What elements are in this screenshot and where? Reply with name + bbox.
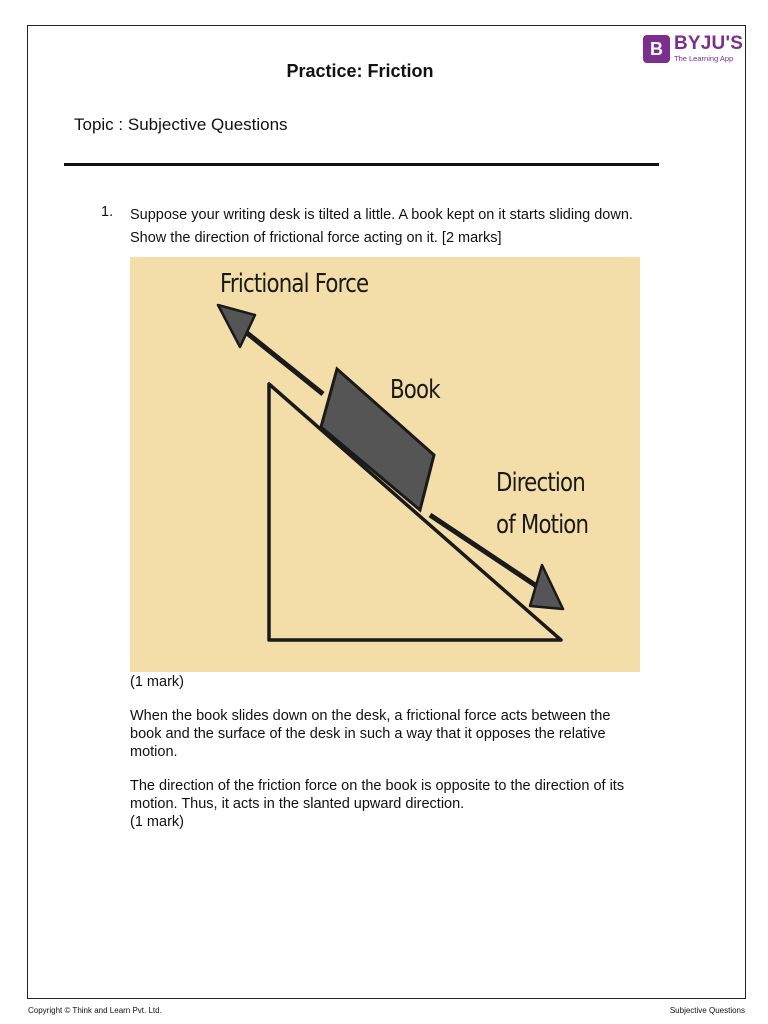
question-number: 1. xyxy=(101,204,114,220)
label-frictional-force: Frictional Force xyxy=(220,269,369,299)
answer-paragraph-1: When the book slides down on the desk, a frictional force acts between the book and the surface of the desk in such a way that it opposes the relative motion. xyxy=(130,708,611,760)
mark-note-2: (1 mark) xyxy=(130,814,184,830)
friction-diagram xyxy=(130,257,640,672)
logo-mark: B xyxy=(643,35,670,63)
answer-paragraph-2: The direction of the friction force on the book is opposite to the direction of its motion. Thus, it acts in the slanted upward direction. xyxy=(130,778,625,812)
question-text: Suppose your writing desk is tilted a little. A book kept on it starts sliding down. Show the direction of frictional force acting on it. [2 marks] xyxy=(130,207,633,246)
page-title: Practice: Friction xyxy=(286,61,434,81)
logo-name: BYJU'S xyxy=(674,33,744,54)
footer-copyright: Copyright © Think and Learn Pvt. Ltd. xyxy=(28,1006,162,1015)
label-of-motion: of Motion xyxy=(496,510,589,540)
divider-rule xyxy=(64,163,659,166)
mark-note-1: (1 mark) xyxy=(130,674,184,690)
diagram-drawing xyxy=(130,257,640,672)
topic-heading: Topic : Subjective Questions xyxy=(74,115,288,134)
logo-tagline: The Learning App xyxy=(674,54,734,63)
footer-section: Subjective Questions xyxy=(669,1006,745,1015)
label-book: Book xyxy=(390,375,440,405)
label-direction: Direction xyxy=(496,468,585,498)
